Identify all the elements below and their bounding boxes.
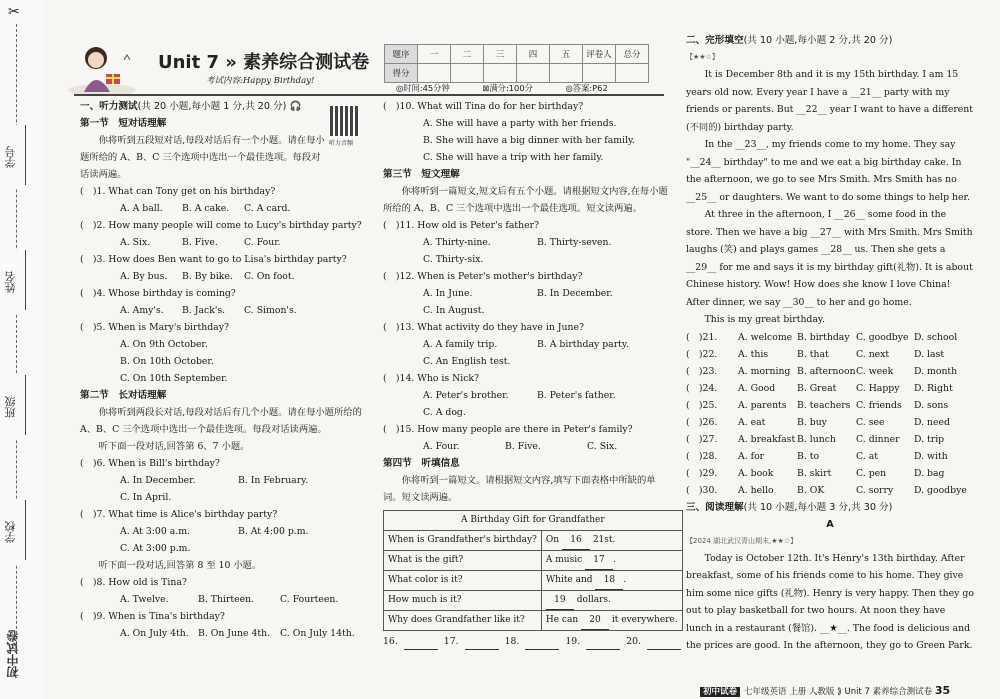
scissors-icon: ✂ <box>8 4 20 20</box>
footer-brand: 初中试卷 <box>700 687 740 697</box>
options <box>80 472 370 489</box>
score-header-cell: 五 <box>550 45 583 64</box>
option[interactable]: C. Fourteen. <box>280 594 339 605</box>
binding-strip <box>0 0 44 699</box>
option[interactable]: B. She will have a big dinner with her family. <box>423 135 635 146</box>
table-title: A Birthday Gift for Grandfather <box>384 511 683 531</box>
table-row <box>384 551 683 571</box>
score-header-cell: 题序 <box>385 45 418 64</box>
option[interactable]: B. afternoon <box>797 365 856 377</box>
school-label: 学校 <box>3 500 33 564</box>
question-number: ( )24. <box>686 382 718 394</box>
question: ( )8. How old is Tina? <box>80 577 187 588</box>
answer-blank[interactable]: 18 <box>595 572 623 590</box>
answer-number: 19. <box>565 636 581 647</box>
option[interactable]: D. trip <box>914 433 945 445</box>
answer-blank[interactable] <box>404 633 438 650</box>
options <box>80 200 370 217</box>
option[interactable]: B. By bike. <box>182 271 233 282</box>
option[interactable]: B. OK <box>797 484 825 496</box>
subsection-title: 第四节 听填信息 <box>383 458 460 469</box>
question-number: ( )22. <box>686 348 718 360</box>
option[interactable]: D. goodbye <box>914 484 967 496</box>
option[interactable]: B. Great <box>797 382 837 394</box>
option[interactable]: C. In April. <box>120 492 172 503</box>
cloze-option-row <box>686 465 974 482</box>
question: ( )1. What can Tony get on his birthday? <box>80 186 276 197</box>
passage-paragraph: In the __23__, my friends come to my home. They say "__24__ birthday" to me and we eat a big birthday cake. In the afternoon, we go to see Mrs Smith. Mrs Smith has no __25__ or daughters. We want to do some things to help her. <box>686 139 970 203</box>
score-row-label: 得分 <box>385 64 418 83</box>
question: ( )11. How old is Peter's father? <box>383 220 540 231</box>
options <box>80 591 370 608</box>
question: ( )5. When is Mary's birthday? <box>80 322 229 333</box>
instructions: 你将听到一篇短文。请根据短文内容,填写下面表格中所缺的单词。短文读两遍。 <box>383 475 656 503</box>
instruction-note: 听下面一段对话,回答第 6、7 小题。 <box>98 441 250 452</box>
option[interactable]: A. hello <box>738 484 774 496</box>
question: ( )9. When is Tina's birthday? <box>80 611 225 622</box>
cloze-option-row <box>686 329 974 346</box>
headphone-icon: 🎧 <box>289 101 302 112</box>
score-cell[interactable] <box>451 64 484 83</box>
option[interactable]: A. parents <box>738 399 787 411</box>
question: ( )6. When is Bill's birthday? <box>80 458 220 469</box>
option[interactable]: D. Right <box>914 382 953 394</box>
cloze-option-row <box>686 380 974 397</box>
question: ( )13. What activity do they have in June? <box>383 322 584 333</box>
table-cell: What color is it? <box>384 571 542 591</box>
score-header-cell: 评卷人 <box>583 45 616 64</box>
option[interactable]: C. next <box>856 348 890 360</box>
option[interactable]: D. school <box>914 331 958 343</box>
option[interactable]: A. welcome <box>738 331 793 343</box>
option[interactable]: A. Thirty-nine. <box>423 237 491 248</box>
option[interactable]: A. Amy's. <box>120 305 164 316</box>
cloze-option-row <box>686 414 974 431</box>
table-cell: He can 20 it everywhere. <box>541 611 682 631</box>
table-row <box>384 611 683 631</box>
passage-paragraph: It is December 8th and it is my 15th birthday. I am 15 years old now. Every year I have a __21__ party with my friends or parents. But __22__ year I want to have a different (不同的) birthday party. <box>686 69 973 133</box>
option[interactable]: B. buy <box>797 416 827 428</box>
answer-blank[interactable]: 17 <box>585 552 613 570</box>
question-number: ( )26. <box>686 416 718 428</box>
table-cell: 19 dollars. <box>541 591 682 611</box>
option[interactable]: C. dinner <box>856 433 900 445</box>
score-header-cell: 总分 <box>616 45 649 64</box>
question: ( )2. How many people will come to Lucy's birthday party? <box>80 220 362 231</box>
answer-number: 16. <box>383 636 398 647</box>
option[interactable]: B. At 4:00 p.m. <box>238 526 309 537</box>
question: ( )3. How does Ben want to go to Lisa's birthday party? <box>80 254 347 265</box>
option[interactable]: C. On 10th September. <box>120 373 228 384</box>
table-cell: A music 17 . <box>541 551 682 571</box>
question: ( )14. Who is Nick? <box>383 373 480 384</box>
section-title: 二、完形填空(共 10 小题,每小题 2 分,共 20 分) <box>686 35 893 46</box>
subsection-title: 第三节 短文理解 <box>383 169 460 180</box>
answer-blank[interactable] <box>647 633 681 650</box>
answer-line <box>383 633 668 650</box>
column-2 <box>383 98 678 650</box>
answer-blank[interactable] <box>525 633 559 650</box>
option[interactable]: A. A family trip. <box>423 339 498 350</box>
options <box>383 438 668 455</box>
option[interactable]: A. for <box>738 450 765 462</box>
option[interactable]: C. Thirty-six. <box>423 254 484 265</box>
question-number: ( )29. <box>686 467 718 479</box>
gift-info-table <box>383 510 683 631</box>
score-cell[interactable] <box>550 64 583 83</box>
option[interactable]: B. In February. <box>238 475 309 486</box>
options <box>80 302 370 319</box>
table-row <box>384 591 683 611</box>
class-label: 班级 <box>3 375 33 439</box>
option[interactable]: B. skirt <box>797 467 832 479</box>
side-brand: 初中试卷 <box>6 630 20 678</box>
exam-content: 考试内容:Happy Birthday! <box>206 76 315 86</box>
option[interactable]: A. eat <box>738 416 766 428</box>
question-number: ( )25. <box>686 399 718 411</box>
score-cell[interactable] <box>418 64 451 83</box>
score-header-cell: 四 <box>517 45 550 64</box>
option[interactable]: A. this <box>738 348 769 360</box>
page-title: Unit 7 » 素养综合测试卷 <box>158 52 370 73</box>
question: ( )15. How many people are there in Peter's family? <box>383 424 633 435</box>
score-table <box>384 44 649 83</box>
option[interactable]: C. goodbye <box>856 331 909 343</box>
score-cell[interactable] <box>517 64 550 83</box>
answer-number: 17. <box>443 636 459 647</box>
option[interactable]: C. Simon's. <box>244 305 297 316</box>
page-header <box>66 38 666 98</box>
instructions: 你将听到五段短对话,每段对话后有一个小题。请在每小题所给的 A、B、C 三个选项中选出一个最佳选项。每段对话读两遍。 <box>80 135 325 180</box>
page-footer <box>700 684 950 697</box>
question-number: ( )21. <box>686 331 718 343</box>
subsection-title: 第二节 长对话理解 <box>80 390 167 401</box>
question-number: ( )23. <box>686 365 718 377</box>
cloze-option-row <box>686 363 974 380</box>
source-tag: 【2024 湖北武汉青山期末,★★☆】 <box>686 536 798 545</box>
table-cell: Why does Grandfather like it? <box>384 611 542 631</box>
options <box>80 523 370 540</box>
options <box>383 234 668 251</box>
passage-paragraph: This is my great birthday. <box>704 314 825 325</box>
option[interactable]: B. On June 4th. <box>198 628 271 639</box>
score-cell[interactable] <box>616 64 649 83</box>
option[interactable]: C. Six. <box>587 441 618 452</box>
score-header-cell: 二 <box>451 45 484 64</box>
option[interactable]: B. teachers <box>797 399 851 411</box>
question-number: ( )27. <box>686 433 718 445</box>
option[interactable]: B. birthday <box>797 331 850 343</box>
instructions: 你将听到两段长对话,每段对话后有几个小题。请在每小题所给的 A、B、C 三个选项中选出一个最佳选项。每段对话读两遍。 <box>80 407 362 435</box>
option[interactable]: B. Five. <box>182 237 218 248</box>
cloze-option-row <box>686 482 974 499</box>
option[interactable]: A. On 9th October. <box>120 339 208 350</box>
answer-blank[interactable]: 19 <box>546 592 574 610</box>
option[interactable]: A. Four. <box>423 441 460 452</box>
option[interactable]: B. A birthday party. <box>537 339 629 350</box>
option[interactable]: A. Good <box>738 382 776 394</box>
section-title: 一、听力测试(共 20 小题,每小题 1 分,共 20 分) 🎧 <box>80 101 302 112</box>
column-1 <box>80 98 370 642</box>
answer-reference: ◎答案:P62 <box>565 83 608 93</box>
table-row <box>384 531 683 551</box>
instructions: 你将听到一篇短文,短文后有五个小题。请根据短文内容,在每小题所给的 A、B、C 三个选项中选出一个最佳选项。短文读两遍。 <box>383 186 668 214</box>
option[interactable]: D. need <box>914 416 950 428</box>
option[interactable]: D. last <box>914 348 945 360</box>
option[interactable]: A. breakfast <box>738 433 796 445</box>
option[interactable]: C. Four. <box>244 237 281 248</box>
time-limit: ◎时间:45分钟 <box>396 83 450 93</box>
table-cell: How much is it? <box>384 591 542 611</box>
answer-blank[interactable]: 20 <box>581 612 609 630</box>
option[interactable]: A. By bus. <box>120 271 168 282</box>
option[interactable]: B. Thirty-seven. <box>537 237 612 248</box>
answer-blank[interactable] <box>586 633 620 650</box>
cloze-option-row <box>686 397 974 414</box>
exam-meta <box>396 82 638 94</box>
passage-label: A <box>826 518 834 530</box>
score-cell[interactable] <box>484 64 517 83</box>
option[interactable]: C. On July 14th. <box>280 628 355 639</box>
table-cell: White and 18 . <box>541 571 682 591</box>
option[interactable]: A. In June. <box>423 288 473 299</box>
option[interactable]: C. A card. <box>244 203 291 214</box>
answer-number: 18. <box>504 636 520 647</box>
difficulty-tag: 【★★☆】 <box>686 53 719 61</box>
header-rule <box>74 94 664 96</box>
name-label: 姓名 <box>3 250 33 314</box>
option[interactable]: B. Five. <box>505 441 541 452</box>
option[interactable]: C. week <box>856 365 894 377</box>
full-marks: ⊠满分:100分 <box>482 83 533 93</box>
option[interactable]: A. Peter's brother. <box>423 390 509 401</box>
options <box>80 234 370 251</box>
section-title: 三、阅读理解(共 10 小题,每小题 3 分,共 30 分) <box>686 501 893 513</box>
option[interactable]: D. bag <box>914 467 945 479</box>
options <box>383 336 668 353</box>
cloze-option-row <box>686 448 974 465</box>
footer-text: 七年级英语 上册 人教版 ⟫ Unit 7 素养综合测试卷 <box>744 687 933 697</box>
option[interactable]: D. with <box>914 450 948 462</box>
option[interactable]: C. In August. <box>423 305 485 316</box>
option[interactable]: B. On 10th October. <box>120 356 214 367</box>
option[interactable]: B. lunch <box>797 433 836 445</box>
options <box>383 285 668 302</box>
option[interactable]: C. see <box>856 416 885 428</box>
option[interactable]: D. month <box>914 365 958 377</box>
option[interactable]: B. Peter's father. <box>537 390 616 401</box>
passage-paragraph: At three in the afternoon, I __26__ some food in the store. Then we have a big __27__ with Mrs Smith. Mrs Smith laughs (笑) and plays games __28__ us. Then she gets a __29__ for me and says it is my birthday gift(礼物). It is about Chinese history. Wow! How does she know I love China! After dinner, we say __30__ to her and go home. <box>686 209 973 308</box>
subsection-title: 第一节 短对话理解 <box>80 118 167 129</box>
answer-number: 20. <box>626 636 641 647</box>
option[interactable]: A. A ball. <box>120 203 163 214</box>
option[interactable]: D. sons <box>914 399 949 411</box>
option[interactable]: A. morning <box>738 365 791 377</box>
cloze-option-row <box>686 431 974 448</box>
passage-paragraph: Today is October 12th. It's Henry's 13th birthday. After breakfast, some of his friends come to his home. They give him some nice gifts (礼物). Henry is very happy. Then they go out to play basketball for two hours. At noon they have lunch in a restaurant (餐馆). __★__. The food is delicious and the prices are good. In the afternoon, they go to Green Park. <box>686 552 974 651</box>
option[interactable]: C. Happy <box>856 382 900 394</box>
qr-label: 听力音频 <box>329 140 354 147</box>
option[interactable]: A. She will have a party with her friends. <box>423 118 617 129</box>
table-cell: When is Grandfather's birthday? <box>384 531 542 551</box>
score-cell[interactable] <box>583 64 616 83</box>
options <box>80 625 370 642</box>
answer-blank[interactable] <box>465 633 499 650</box>
question: ( )10. What will Tina do for her birthday? <box>383 101 584 112</box>
table-cell: What is the gift? <box>384 551 542 571</box>
option[interactable]: C. sorry <box>856 484 894 496</box>
option[interactable]: B. Jack's. <box>182 305 226 316</box>
options <box>383 387 668 404</box>
question: ( )4. Whose birthday is coming? <box>80 288 236 299</box>
option[interactable]: A. At 3:00 a.m. <box>120 526 190 537</box>
instruction-note: 听下面一段对话,回答第 8 至 10 小题。 <box>98 560 262 571</box>
option[interactable]: C. friends <box>856 399 902 411</box>
question-number: ( )30. <box>686 484 718 496</box>
answer-blank[interactable]: 16 <box>562 532 590 550</box>
score-header-cell: 三 <box>484 45 517 64</box>
option[interactable]: C. pen <box>856 467 887 479</box>
option[interactable]: B. A cake. <box>182 203 230 214</box>
page-number: 35 <box>934 684 951 697</box>
column-3 <box>686 32 974 655</box>
student-number-label: 学号 <box>3 125 33 189</box>
option[interactable]: B. Thirteen. <box>198 594 255 605</box>
table-cell: On 16 21st. <box>541 531 682 551</box>
option[interactable]: B. to <box>797 450 820 462</box>
option[interactable]: A. In December. <box>120 475 196 486</box>
score-header-cell: 一 <box>418 45 451 64</box>
table-row <box>384 571 683 591</box>
options <box>80 268 370 285</box>
option[interactable]: C. at <box>856 450 878 462</box>
option[interactable]: A. Twelve. <box>120 594 169 605</box>
option[interactable]: B. that <box>797 348 829 360</box>
option[interactable]: C. A dog. <box>423 407 466 418</box>
cloze-options <box>686 329 974 499</box>
option[interactable]: B. In December. <box>537 288 613 299</box>
option[interactable]: A. Six. <box>120 237 151 248</box>
cloze-option-row <box>686 346 974 363</box>
option[interactable]: C. At 3:00 p.m. <box>120 543 191 554</box>
option[interactable]: A. On July 4th. <box>120 628 189 639</box>
option[interactable]: C. She will have a trip with her family. <box>423 152 604 163</box>
girl-illustration-icon <box>66 40 138 96</box>
option[interactable]: A. book <box>738 467 774 479</box>
question: ( )7. What time is Alice's birthday party? <box>80 509 278 520</box>
question: ( )12. When is Peter's mother's birthday? <box>383 271 583 282</box>
option[interactable]: C. An English test. <box>423 356 511 367</box>
option[interactable]: C. On foot. <box>244 271 295 282</box>
question-number: ( )28. <box>686 450 718 462</box>
